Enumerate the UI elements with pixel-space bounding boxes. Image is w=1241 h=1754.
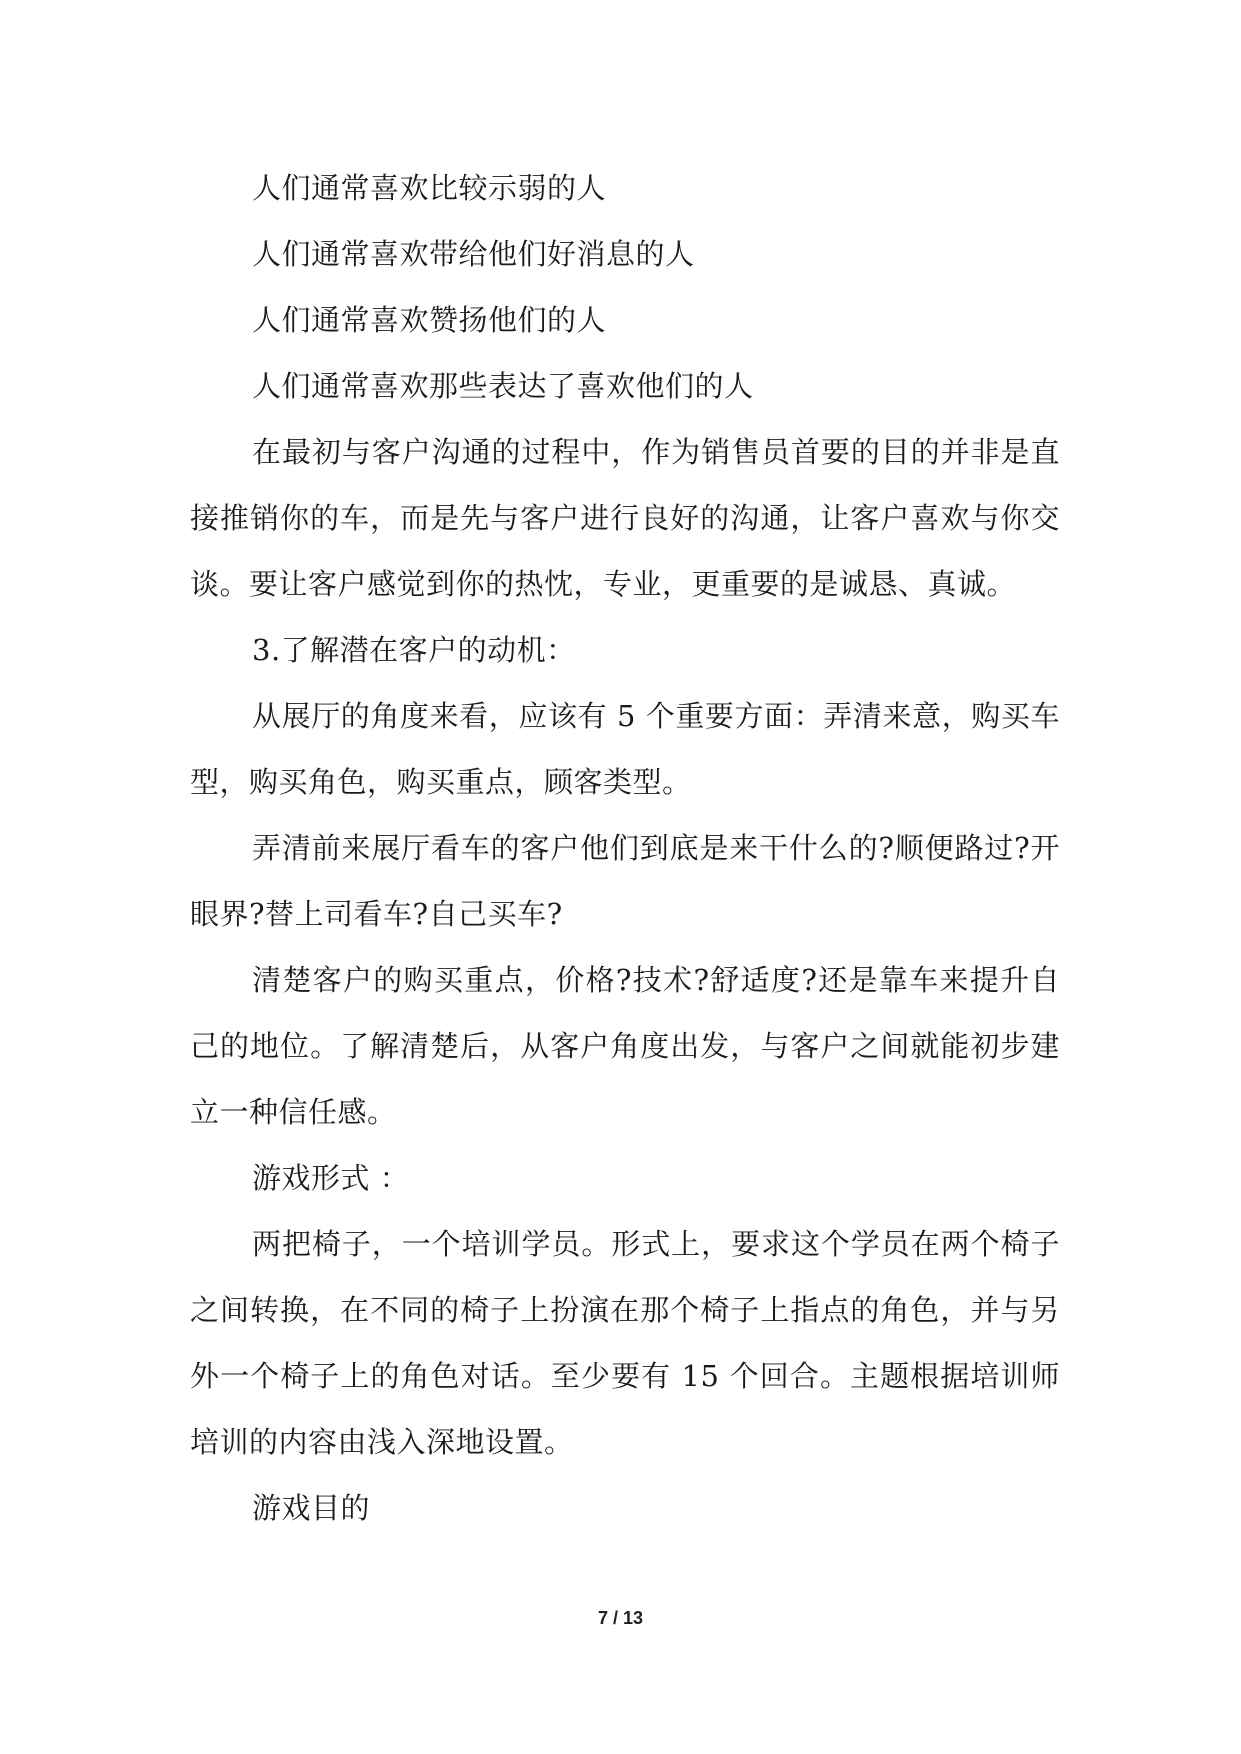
paragraph: 人们通常喜欢带给他们好消息的人 (252, 237, 695, 271)
subheading: 游戏目的 (252, 1491, 371, 1525)
section-heading: 3.了解潜在客户的动机： (252, 633, 576, 667)
paragraph: 人们通常喜欢赞扬他们的人 (252, 303, 607, 337)
subheading: 游戏形式 ： (252, 1161, 410, 1195)
paragraph: 清楚客户的购买重点，价格?技术?舒适度?还是靠车来提升自己的地位。了解清楚后，从客户角度出发，与客户之间就能初步建立一种信任感。 (190, 963, 1060, 1129)
paragraph: 人们通常喜欢那些表达了喜欢他们的人 (252, 369, 754, 403)
document-body (190, 155, 1060, 1541)
page-number: 7 / 13 (597, 1608, 644, 1628)
paragraph: 弄清前来展厅看车的客户他们到底是来干什么的?顺便路过?开眼界?替上司看车?自己买车? (190, 831, 1060, 931)
paragraph: 从展厅的角度来看，应该有 5 个重要方面：弄清来意，购买车型，购买角色，购买重点，顾客类型。 (190, 699, 1060, 799)
paragraph: 在最初与客户沟通的过程中，作为销售员首要的目的并非是直接推销你的车，而是先与客户进行良好的沟通，让客户喜欢与你交谈。要让客户感觉到你的热忱，专业，更重要的是诚恳、真诚。 (190, 435, 1060, 601)
paragraph: 两把椅子，一个培训学员。形式上，要求这个学员在两个椅子之间转换，在不同的椅子上扮演在那个椅子上指点的角色，并与另外一个椅子上的角色对话。至少要有 15 个回合。主题根据培训师培训的内容由浅入深地设置。 (190, 1227, 1060, 1459)
paragraph: 人们通常喜欢比较示弱的人 (252, 171, 607, 205)
